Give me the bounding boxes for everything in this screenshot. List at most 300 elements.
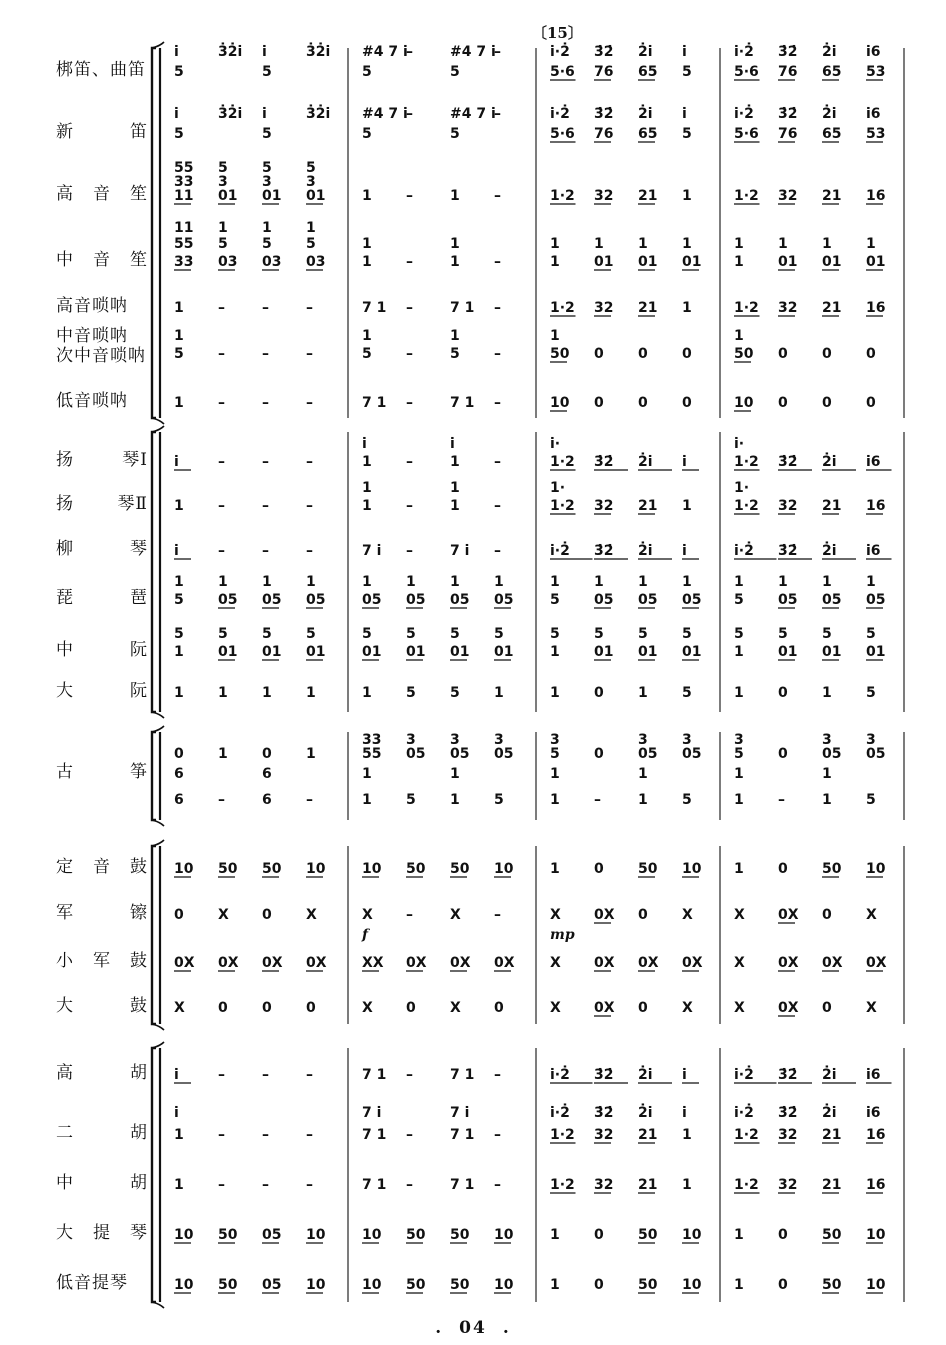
note: 5 [450,685,460,701]
note: 10 [362,861,382,877]
note: 1 [550,236,560,252]
note: 5 [450,626,460,642]
note: 32 [778,1177,798,1193]
note: – [306,498,313,514]
note: 2̇i̇ [822,454,837,470]
note: 5·6 [550,126,575,142]
note: 3 [550,732,560,748]
note: 5 [306,626,316,642]
note: 7 i̇ [362,543,382,559]
note: i̇6 [866,44,881,60]
note: 3̇2̇ [778,106,798,122]
system-bracket [152,432,156,712]
note: X [550,1000,561,1016]
note: 1 [550,792,560,808]
instrument-label-part: 扬 [56,494,74,514]
note: 2̇i̇ [638,1105,653,1121]
instrument-label-text-2: 次中音唢呐 [56,346,146,366]
note: 7 1 [362,395,387,411]
note: 0X [822,955,843,971]
instrument-label-part: 笛 [130,122,148,142]
instrument-label-snare [56,951,148,971]
note: X [550,907,561,923]
instrument-label-part: 中 [56,250,74,270]
note: 1 [174,300,184,316]
note: i̇·2̇ [550,44,570,60]
brace [152,732,156,820]
note: 5 [682,126,692,142]
note: – [778,792,785,808]
note: 0 [638,346,648,362]
note: 32 [778,498,798,514]
note: 01 [594,254,614,270]
instrument-label-cello [56,1223,148,1243]
note: i̇·2̇ [734,543,754,559]
note: i̇6 [866,1105,881,1121]
instrument-label-part: 鼓 [130,857,148,877]
instrument-label-suona_high [56,296,148,316]
note: 1·2 [734,1177,759,1193]
note: 10 [682,1227,702,1243]
instrument-label-suona_low [56,391,148,411]
note: 1 [778,236,788,252]
note: 0 [778,746,788,762]
note: 1 [682,1127,692,1143]
note: 10 [682,1277,702,1293]
note: 0 [682,395,692,411]
bracket-hook [152,426,164,718]
note: 1 [262,574,272,590]
note: 5 [866,685,876,701]
note: 0 [174,907,184,923]
note: – [594,792,601,808]
note: – [494,44,501,60]
note: 1 [550,574,560,590]
note: 65 [822,64,842,80]
instrument-label-part: 新 [56,122,74,142]
instrument-label-liuqin [56,539,148,559]
note: – [406,907,413,923]
note: 3 [306,174,316,190]
dynamic-marking: mp [550,927,575,943]
note: 1 [638,236,648,252]
note: 1 [450,454,460,470]
note: 5 [682,626,692,642]
note: 1 [218,220,228,236]
note: 0 [594,1277,604,1293]
note: XX [362,955,384,971]
note: 5 [494,626,504,642]
note: 10 [362,1277,382,1293]
note: 0X [594,955,615,971]
note: 3̇2̇ [778,543,798,559]
note: i̇ [682,1067,687,1083]
note: – [306,792,313,808]
note: 3 [638,732,648,748]
note: 5 [682,64,692,80]
instrument-label-part: 鼓 [130,951,148,971]
note: 7 i̇ [450,543,470,559]
note: i̇ [362,436,367,452]
instrument-label-part: 阮 [130,681,148,701]
note: 1 [362,254,372,270]
note: 05 [638,592,658,608]
note: 3̇2̇ [778,454,798,470]
note: 1 [362,454,372,470]
note: 1 [174,574,184,590]
instrument-label-part: 镲 [130,903,148,923]
note: 0 [778,1227,788,1243]
note: 05 [822,746,842,762]
note: – [262,1177,269,1193]
note: 53 [866,126,886,142]
note: 21 [638,498,658,514]
note: 3̇2̇ [594,454,614,470]
note: 1 [174,1127,184,1143]
bracket-hook [152,840,164,1030]
note: 1·2 [550,1177,575,1193]
note: – [494,543,501,559]
note: 1 [822,792,832,808]
note: 0 [594,746,604,762]
note: 1 [550,766,560,782]
note: 03 [218,254,238,270]
note: 1 [682,236,692,252]
instrument-label-part: 中 [56,1173,74,1193]
note: 0 [822,907,832,923]
note: 11 [174,188,194,204]
note: 5 [174,126,184,142]
note: 5 [734,746,744,762]
note: 1 [550,644,560,660]
note: 1 [362,685,372,701]
note: 1·2 [734,1127,759,1143]
note: 05 [306,592,326,608]
note: 3̇2̇ [778,44,798,60]
system-bracket [152,48,156,418]
note: i̇·2̇ [734,1105,754,1121]
system-bracket [152,846,156,1024]
note: – [494,346,501,362]
instrument-label-part: 琴 [130,539,148,559]
note: 1 [218,574,228,590]
note: 0 [778,685,788,701]
note: i̇·2̇ [550,1105,570,1121]
note: 1 [362,498,372,514]
instrument-label-text: 梆笛、曲笛 [56,60,146,80]
note: X [866,1000,877,1016]
note: 10 [866,1227,886,1243]
note: 5 [450,64,460,80]
note: 1 [550,254,560,270]
note: 76 [778,126,798,142]
note: 5 [594,626,604,642]
note: 0 [638,1000,648,1016]
note: – [218,300,225,316]
note: 0X [638,955,659,971]
instrument-label-zhongruan [56,640,148,660]
note: 05 [494,746,514,762]
note: 1 [682,188,692,204]
instrument-label-bass_drum [56,996,148,1016]
note: i̇ [174,543,179,559]
note: i̇·2̇ [734,106,754,122]
note: 01 [638,254,658,270]
instrument-label-part: 筝 [130,762,148,782]
note: 0X [174,955,195,971]
note: i̇·2̇ [734,44,754,60]
instrument-label-part: 大 [56,996,74,1016]
note: 1 [306,746,316,762]
note: 76 [778,64,798,80]
note: 32 [778,300,798,316]
note: 1 [734,1277,744,1293]
instrument-label-flute [56,60,148,80]
note: 2̇i̇ [822,106,837,122]
note: – [306,346,313,362]
note: 1 [450,328,460,344]
note: 10 [174,1227,194,1243]
note: 3 [218,174,228,190]
note: 01 [866,254,886,270]
note: 1 [682,498,692,514]
note: 10 [550,395,570,411]
note: 5 [262,626,272,642]
note: 1 [306,574,316,590]
instrument-label-bass [56,1273,148,1293]
note: 05 [406,746,426,762]
note: 50 [406,1277,426,1293]
note: 7 1 [362,1127,387,1143]
instrument-label-part: 提 [93,1223,111,1243]
note: 10 [682,861,702,877]
note: 0X [594,907,615,923]
note: X [550,955,561,971]
note: 1·2 [550,188,575,204]
note: 05 [682,592,702,608]
note: 1 [174,328,184,344]
note: 10 [734,395,754,411]
note: 5 [494,792,504,808]
note: 1 [594,236,604,252]
note: 0 [778,1277,788,1293]
note: 16 [866,1127,886,1143]
note: 0 [822,1000,832,1016]
instrument-label-part: 笙 [130,250,148,270]
note: – [218,792,225,808]
note: – [406,300,413,316]
note: 2̇i̇ [822,1105,837,1121]
note: 1 [362,766,372,782]
note: 1 [450,792,460,808]
note: 0 [866,395,876,411]
note: 1 [362,480,372,496]
note: 10 [494,1277,514,1293]
instrument-label-part: 胡 [130,1173,148,1193]
note: 5 [866,626,876,642]
note: 1 [734,574,744,590]
note: 1 [550,1227,560,1243]
note: 32 [778,1127,798,1143]
note: 3̇2̇ [778,1105,798,1121]
note: – [262,1127,269,1143]
instrument-label-part: 大 [56,1223,74,1243]
note: i̇ [262,106,267,122]
note: 0X [450,955,471,971]
note: 1 [218,746,228,762]
note: 1 [174,395,184,411]
instrument-label-part: 高 [56,1063,74,1083]
instrument-label-text: 中音唢呐 [56,326,128,346]
note: 1 [362,328,372,344]
note: – [306,1067,313,1083]
note: i̇ [682,44,687,60]
note: 5 [362,346,372,362]
note: – [494,106,501,122]
note: 21 [822,498,842,514]
note: i̇ [174,454,179,470]
note: i̇6 [866,106,881,122]
note: 1· [550,480,566,496]
note: 3̇2̇ [594,543,614,559]
note: 5 [450,126,460,142]
note: 1 [174,644,184,660]
note: 0 [262,907,272,923]
instrument-label-text: 高音唢呐 [56,296,128,316]
note: 05 [866,592,886,608]
note: 32 [594,1127,614,1143]
note: 5 [450,346,460,362]
note: 16 [866,1177,886,1193]
note: X [734,1000,745,1016]
note: 7 1 [450,1177,475,1193]
instrument-label-part: 扬 [56,450,74,470]
note: 1 [362,792,372,808]
note: 2̇i̇ [822,44,837,60]
note: 01 [218,188,238,204]
note: 05 [262,1277,282,1293]
instrument-label-guzheng [56,762,148,782]
note: 5 [362,64,372,80]
note: 5 [362,126,372,142]
note: 2̇i̇ [638,543,653,559]
instrument-label-part: 琶 [130,588,148,608]
note: 6 [262,766,272,782]
note: 0 [262,1000,272,1016]
note: 3̇2̇ [594,1105,614,1121]
note: 21 [638,300,658,316]
note: 01 [306,644,326,660]
instrument-label-part: 鼓 [130,996,148,1016]
instrument-label-part: 二 [56,1123,74,1143]
note: 10 [306,1277,326,1293]
note: 1 [262,220,272,236]
note: 5 [550,592,560,608]
note: – [494,454,501,470]
note: 01 [306,188,326,204]
note: 1 [682,1177,692,1193]
instrument-label-yangqin1 [56,450,148,470]
note: X [362,907,373,923]
note: 5 [682,685,692,701]
note: 5 [550,626,560,642]
note: 1 [362,188,372,204]
note: 0 [174,746,184,762]
note: 1 [450,254,460,270]
note: i̇ [682,1105,687,1121]
note: 5 [406,685,416,701]
instrument-label-part: 琴Ⅰ [122,450,148,470]
note: 10 [866,861,886,877]
note: 01 [262,644,282,660]
note: 1 [734,644,744,660]
note: – [262,498,269,514]
note: 33 [174,174,194,190]
note: 3 [866,732,876,748]
note: 7 1 [450,395,475,411]
note: 32 [594,1177,614,1193]
note: i̇6 [866,543,881,559]
instrument-label-part: 军 [93,951,111,971]
instrument-label-text: 低音提琴 [56,1273,128,1293]
note: #4 7 i̇ [362,44,408,60]
note: – [218,1127,225,1143]
note: #4 7 i̇ [362,106,408,122]
note: – [406,1177,413,1193]
note: 0 [638,907,648,923]
note: 0 [594,395,604,411]
instrument-label-part: 大 [56,681,74,701]
note: 01 [406,644,426,660]
note: i̇ [174,1067,179,1083]
note: – [494,395,501,411]
note: 05 [822,592,842,608]
note: X [174,1000,185,1016]
note: 05 [450,592,470,608]
note: i̇ [262,44,267,60]
note: 1 [306,220,316,236]
note: 5 [362,626,372,642]
instrument-label-part: 高 [56,184,74,204]
note: – [218,346,225,362]
note: 16 [866,498,886,514]
note: X [450,907,461,923]
note: 1 [778,574,788,590]
note: 1·2 [734,188,759,204]
instrument-label-part: 古 [56,762,74,782]
note: 50 [450,1277,470,1293]
note: 1 [682,574,692,590]
note: 10 [306,1227,326,1243]
note: 05 [682,746,702,762]
note: 3̇2̇ [594,1067,614,1083]
note: 01 [822,644,842,660]
note: 2̇i̇ [638,106,653,122]
note: 50 [450,1227,470,1243]
instrument-label-part: 定 [56,857,74,877]
note: 1 [174,685,184,701]
note: – [406,543,413,559]
note: 5 [822,626,832,642]
note: 05 [866,746,886,762]
note: 32 [594,300,614,316]
note: – [218,1067,225,1083]
note: 5 [778,626,788,642]
note: – [262,1067,269,1083]
note: – [262,543,269,559]
note: – [406,454,413,470]
note: 1 [362,236,372,252]
